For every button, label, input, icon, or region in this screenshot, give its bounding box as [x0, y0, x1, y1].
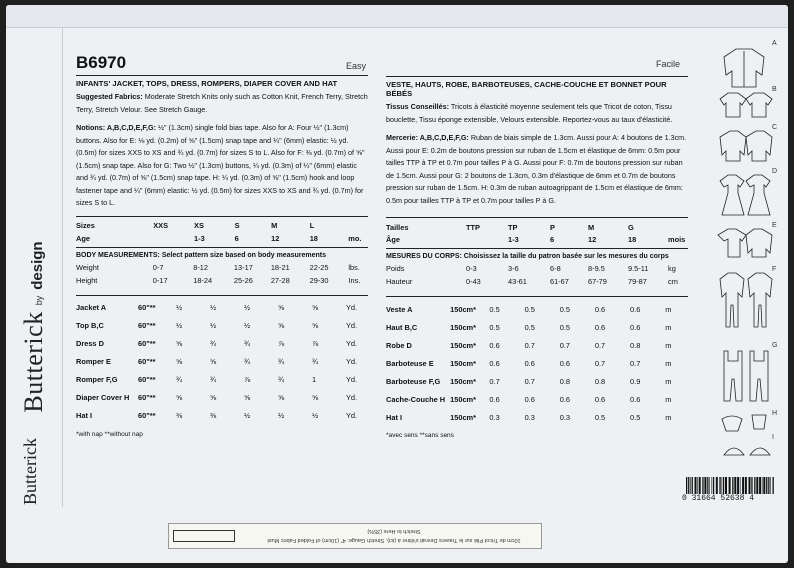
english-column [76, 53, 368, 438]
measurement-row-cell: 61-67 [550, 277, 569, 286]
divider [76, 75, 368, 76]
yardage-row-cell: 150cm* [450, 358, 476, 368]
yardage-row-cell: Veste A [386, 304, 413, 314]
yardage-row-cell: Haut B,C [386, 322, 418, 332]
yardage-row-cell: ½ [210, 303, 217, 312]
measurement-row-cell: 67-79 [588, 277, 607, 286]
size-row-cell: 6 [550, 235, 555, 245]
measurement-row-cell: 27-28 [270, 275, 290, 285]
yardage-row-cell: Jacket A [76, 303, 107, 312]
measurement-row-cell: 18-21 [270, 262, 290, 272]
yardage-row-cell: ⅞ [278, 339, 285, 348]
pattern-title: INFANTS' JACKET, TOPS, DRESS, ROMPERS, DIAPER COVER AND HAT [76, 79, 338, 88]
view-label: I [772, 434, 774, 441]
size-row-cell: TTP [466, 222, 480, 232]
measurement-row [386, 262, 688, 275]
yardage-row-cell: 60"** [138, 321, 156, 330]
size-row-cell: 12 [588, 235, 597, 245]
yardage-row-cell: Hat I [386, 412, 403, 422]
measurement-row-cell: 13-17 [233, 262, 253, 272]
yardage-row-cell: ⅝ [278, 393, 285, 402]
measurement-row-cell: 8-9.5 [588, 264, 605, 273]
yardage-row-cell: 0.9 [630, 376, 641, 386]
yardage-row-cell: ½ [244, 321, 251, 330]
yardage-table [76, 299, 368, 425]
yardage-row-cell: 0.8 [594, 376, 606, 386]
brand-logo: Butterick [19, 311, 48, 413]
yardage-row-cell: ¾ [210, 339, 217, 348]
yardage-row-cell: ½ [244, 303, 251, 312]
yardage-row-cell: 0.6 [489, 340, 500, 350]
yardage-row-cell: 0.6 [594, 394, 606, 404]
yardage-row [76, 389, 368, 407]
size-row-cell: 12 [271, 233, 280, 243]
yardage-row-cell: 60"** [138, 411, 156, 420]
yardage-row-cell: m [665, 412, 672, 422]
body-measurements-title: BODY MEASUREMENTS: Select pattern size based on body measurements [76, 251, 326, 259]
measurement-row-cell: 29-30 [309, 275, 329, 285]
size-row [386, 234, 688, 247]
size-row-cell: Âge [386, 235, 400, 245]
yardage-row-cell: ½ [176, 321, 183, 330]
measurement-row [76, 274, 368, 287]
yardage-row-cell: Diaper Cover H [76, 393, 130, 402]
size-row-cell: M [588, 222, 595, 232]
yardage-row-cell: 0.6 [559, 394, 570, 404]
yardage-row [386, 372, 688, 390]
yardage-row-cell: 0.5 [489, 304, 500, 314]
yardage-row-cell: 60"** [138, 357, 156, 366]
yardage-row-cell: 0.3 [524, 412, 535, 422]
measurement-row-cell: 0-3 [466, 264, 477, 273]
nap-note: *with nap **without nap [76, 430, 143, 438]
yardage-row [386, 354, 688, 372]
size-row-cell: M [271, 221, 278, 231]
yardage-row-cell: ⅞ [312, 339, 319, 348]
yardage-row-cell: ½ [244, 411, 251, 420]
yardage-row-cell: m [665, 340, 672, 350]
garment-sketches [706, 35, 782, 475]
yardage-row-cell: Romper E [76, 357, 111, 366]
yardage-row-cell: Cache-Couche H [386, 394, 446, 404]
size-row-cell: Age [76, 233, 90, 243]
yardage-row-cell: Yd. [346, 303, 358, 312]
yardage-row-cell: 0.7 [594, 358, 606, 368]
measurement-row-cell: 43-61 [508, 277, 527, 286]
yardage-row-cell: 1 [312, 375, 317, 384]
view-label: F [772, 266, 777, 273]
yardage-row-cell: 60"** [138, 375, 156, 384]
measurement-row-cell: 0-17 [152, 275, 168, 285]
yardage-row-cell: m [665, 322, 672, 332]
yardage-row-cell: 150cm* [450, 304, 476, 314]
size-row-cell: mois [668, 235, 686, 245]
measurement-row-cell: 25-26 [233, 275, 253, 285]
yardage-row-cell: 0.5 [630, 412, 641, 422]
yardage-row-cell: ⅜ [176, 411, 183, 420]
yardage-row-cell: ¾ [278, 357, 285, 366]
yardage-row-cell: m [665, 304, 672, 314]
yardage-row-cell: 0.7 [524, 340, 535, 350]
yardage-row-cell: ½ [278, 411, 285, 420]
yardage-row-cell: Top B,C [76, 321, 104, 330]
yardage-row-cell: 0.8 [630, 340, 641, 350]
yardage-table-fr [386, 300, 688, 426]
yardage-row-cell: Dress D [76, 339, 104, 348]
yardage-row-cell: ⅝ [312, 303, 319, 312]
yardage-row-cell: 0.5 [524, 322, 535, 332]
yardage-row-cell: Yd. [346, 375, 358, 384]
yardage-row-cell: Barboteuse F,G [386, 376, 441, 386]
yardage-row [386, 300, 688, 318]
yardage-row-cell: ⅝ [312, 393, 319, 402]
yardage-row-cell: 0.5 [489, 322, 500, 332]
yardage-row-cell: ¾ [244, 339, 251, 348]
yardage-row-cell: ⅝ [210, 357, 217, 366]
size-row-cell [668, 221, 688, 234]
size-row-cell: TP [508, 222, 518, 232]
yardage-row-cell: 0.5 [594, 412, 606, 422]
measurement-row-cell: 22-25 [309, 262, 329, 272]
body-measurements-title-fr: MESURES DU CORPS: Choisissez la taille du patron basée sur les mesures du corps [386, 253, 669, 260]
yardage-row-cell: 0.7 [524, 376, 535, 386]
yardage-row [76, 335, 368, 353]
envelope-flap [6, 5, 788, 28]
view-label: H [772, 410, 778, 417]
fabrics-text-fr: Tissus Conseillés: Tricots à élasticité moyenne seulement tels que Tricot de coton, Tissu bouclette, Tissu éponge extensible, Velours extensible. Reportez-vous au taux d'élasticité. [386, 102, 673, 124]
measurement-row-cell: Height [76, 275, 98, 285]
yardage-row-cell: 0.8 [559, 376, 570, 386]
yardage-row-cell: 0.6 [489, 394, 500, 404]
measurement-row-cell: Poids [386, 264, 405, 273]
yardage-row-cell: ⅝ [176, 339, 183, 348]
stretch-gauge-arrow [173, 530, 235, 542]
size-row-cell: 1-3 [194, 233, 205, 243]
size-row [386, 221, 688, 234]
skill-level: Easy [345, 61, 366, 71]
notions-text: Notions: A,B,C,D,E,F,G: ½" (1.3cm) single fold bias tape. Also for A: Four ½" (1.3cm) buttons. Also for E: ⅛ yd. (0.2m) of ⅝" (1.5cm) snap tape and ¼" (6mm) elastic: ½ yd. (0.5m) for sizes XXS to XS and ¾ yd. (0.7m) for sizes S to L. Also for F: ⅜ yd. (0.7m) of ⅝" (1.5cm) snap tape. Also for G: Two ½" (1.3cm) buttons, ¼ yd. (0.3m) of ¼" (6mm) elastic and ¾ yd. (0.7m) of ⅝" (1.5cm) snap tape. H: ¼ yd. (0.3m) of ⅝" (1.5cm) hook and loop fastener tape and ¼" (6mm) elastic: ½ yd. (0.5m) for sizes XXS to XS and ¾ yd. (0.7m) for sizes S to L. [76, 123, 365, 207]
yardage-row-cell: 150cm* [450, 376, 476, 386]
measurement-row-cell: Weight [76, 262, 99, 272]
yardage-row-cell: 0.3 [489, 412, 500, 422]
divider [386, 76, 688, 77]
yardage-row-cell: ⅝ [176, 357, 183, 366]
notions-text-fr: Mercerie: A,B,C,D,E,F,G: Ruban de biais simple de 1.3cm. Aussi pour A: 4 boutons de 1.3cm. Aussi pour E: 0.2m de boutons pression sur ruban de 1.5cm et élastique de 6mm: 0.5m pour tailles TTP à TP et 0.7m pour tailles P à G. Aussi pour F: 0.7m de boutons pression sur ruban de 1.5cm. Aussi pour G: 2 boutons de 1.3cm, 0.3m d'élastique de 6mm et 0.7m de boutons pression sur ruban de 1.5cm. H: 0.3m de ruban autoagrippant de 1.5cm et élastique de 6mm: 0.5m pour tailles TTP à TP et 0.7m pour tailles P à G. [386, 133, 687, 205]
yardage-row [76, 353, 368, 371]
yardage-row-cell: m [665, 376, 672, 386]
yardage-row-cell: 0.7 [559, 340, 570, 350]
yardage-row-cell: ¾ [210, 375, 217, 384]
yardage-row-cell: 150cm* [450, 322, 476, 332]
yardage-row [76, 299, 368, 317]
brand-logo-bottom: Butterick [20, 438, 40, 505]
measurement-row-cell: 6-8 [550, 264, 561, 273]
yardage-row [386, 318, 688, 336]
size-row-cell: 18 [628, 235, 637, 245]
size-row-cell: P [550, 222, 555, 232]
yardage-row-cell: ⅞ [244, 375, 251, 384]
yardage-row-cell: 0.6 [559, 358, 570, 368]
yardage-row [76, 407, 368, 425]
yardage-row-cell: Yd. [346, 393, 358, 402]
yardage-row-cell: 150cm* [450, 340, 476, 350]
yardage-row-cell: ¾ [244, 357, 251, 366]
yardage-row-cell: m [665, 358, 672, 368]
measurement-row [386, 275, 688, 288]
size-row-cell: G [628, 222, 634, 232]
yardage-row-cell: 0.7 [630, 358, 641, 368]
yardage-row-cell: ¾ [312, 357, 319, 366]
measurement-row-cell: kg [668, 264, 676, 273]
yardage-row-cell: 0.6 [630, 394, 641, 404]
yardage-row-cell: 0.6 [594, 304, 606, 314]
measurement-row-cell: 9.5-11 [628, 264, 649, 273]
yardage-row-cell: Yd. [346, 411, 358, 420]
size-row-cell [348, 220, 368, 233]
yardage-row-cell: 0.3 [559, 412, 570, 422]
view-label: C [772, 124, 778, 131]
view-label: E [772, 222, 777, 229]
size-row-cell: mo. [348, 233, 362, 243]
yardage-row-cell: 150cm* [450, 412, 476, 422]
size-row-cell: XXS [153, 221, 169, 231]
measurement-row [76, 261, 368, 274]
view-label: A [772, 40, 777, 47]
yardage-row-cell: 0.6 [630, 322, 641, 332]
french-column [386, 53, 688, 439]
envelope-spine [6, 27, 63, 507]
size-row-cell [153, 232, 194, 245]
measurement-row-cell: Ins. [348, 275, 361, 285]
yardage-row-cell: ⅝ [278, 303, 285, 312]
size-row-cell: 18 [309, 233, 318, 243]
yardage-row-cell: Yd. [346, 321, 358, 330]
yardage-row-cell: 150cm* [450, 394, 476, 404]
yardage-row-cell: 0.6 [630, 304, 641, 314]
yardage-row-cell: 0.6 [524, 358, 535, 368]
yardage-row-cell: Romper F,G [76, 375, 118, 384]
size-row-cell: L [309, 221, 315, 231]
body-measurements-table [76, 261, 368, 287]
measurement-row-cell: 0-7 [152, 262, 164, 272]
barcode-number: 0 31664 52638 4 [682, 494, 782, 503]
yardage-row-cell: ½ [176, 303, 183, 312]
measurement-row-cell: Hauteur [386, 277, 413, 286]
size-row-cell [466, 234, 508, 247]
yardage-row-cell: m [665, 394, 672, 404]
yardage-row-cell: ⅝ [176, 393, 183, 402]
yardage-row-cell: Hat I [76, 411, 93, 420]
measurement-row-cell: 3-6 [508, 264, 519, 273]
pattern-envelope [6, 5, 788, 563]
nap-note-fr: *avec sens **sans sens [386, 432, 454, 439]
measurement-row-cell: 18-24 [193, 275, 213, 285]
yardage-row-cell: ⅝ [278, 321, 285, 330]
yardage-row-cell: ½ [210, 321, 217, 330]
brand-design: design [29, 241, 46, 290]
measurement-row-cell: cm [668, 277, 678, 286]
yardage-row-cell: 60"** [138, 303, 156, 312]
size-row-cell: Tailles [386, 222, 409, 232]
yardage-row-cell: ⅝ [210, 393, 217, 402]
pattern-title-fr: VESTE, HAUTS, ROBE, BARBOTEUSES, CACHE-COUCHE ET BONNET POUR BÉBÉS [386, 80, 667, 98]
brand-by: by [34, 295, 44, 306]
yardage-row [76, 371, 368, 389]
size-row-cell: XS [194, 221, 204, 231]
yardage-row-cell: ¾ [176, 375, 183, 384]
stretch-gauge-text: 10cm de Tricot Plié sur le Travers Devrait s'étirer à (ici). Stretch Gauge: 4" (10cm) of Folded Fabric Must Stretch to Here (35%) [267, 528, 521, 543]
yardage-row-cell: 0.6 [524, 394, 535, 404]
yardage-row-cell: 60"** [138, 393, 156, 402]
yardage-row-cell: 0.5 [559, 322, 570, 332]
sizes-table-fr [386, 221, 688, 246]
yardage-row-cell: 0.6 [489, 358, 500, 368]
view-label: G [772, 342, 778, 349]
yardage-row-cell: ⅝ [312, 321, 319, 330]
size-row-cell: S [234, 221, 240, 231]
yardage-row [386, 408, 688, 426]
yardage-row-cell: Robe D [386, 340, 412, 350]
yardage-row-cell: ⅜ [210, 411, 217, 420]
yardage-row [386, 336, 688, 354]
view-label: D [772, 168, 778, 175]
yardage-row-cell: 0.6 [594, 322, 606, 332]
size-row-cell: Sizes [76, 221, 95, 231]
size-row-cell: 1-3 [508, 235, 519, 245]
yardage-row-cell: 0.7 [594, 340, 606, 350]
yardage-row-cell: ¾ [278, 375, 285, 384]
measurement-row-cell: 79-87 [628, 277, 647, 286]
yardage-row-cell: Yd. [346, 357, 358, 366]
yardage-row-cell: 0.5 [559, 304, 570, 314]
pattern-code: B6970 [76, 53, 127, 72]
yardage-row-cell: Barboteuse E [386, 358, 434, 368]
view-illustrations [706, 35, 782, 475]
measurement-row-cell: 0-43 [466, 277, 481, 286]
yardage-row-cell: ½ [312, 411, 319, 420]
yardage-row-cell: ⅝ [244, 393, 251, 402]
size-row [76, 220, 368, 233]
body-measurements-table-fr [386, 262, 688, 288]
yardage-row-cell: Yd. [346, 339, 358, 348]
yardage-row-cell: 0.7 [489, 376, 500, 386]
view-label: B [772, 86, 777, 93]
measurement-row-cell: 8-12 [193, 262, 209, 272]
yardage-row-cell: 0.5 [524, 304, 535, 314]
stretch-gauge [168, 523, 542, 549]
measurement-row-cell: lbs. [348, 262, 360, 272]
fabrics-text: Suggested Fabrics: Moderate Stretch Knits only such as Cotton Knit, French Terry, Stretch Terry, Stretch Velour. See Stretch Gauge. [76, 92, 368, 114]
yardage-row [386, 390, 688, 408]
yardage-row-cell: 60"** [138, 339, 156, 348]
sizes-table [76, 220, 368, 245]
size-row-cell: 6 [234, 233, 239, 243]
skill-level-fr: Facile [656, 59, 681, 69]
yardage-row [76, 317, 368, 335]
size-row [76, 232, 368, 245]
